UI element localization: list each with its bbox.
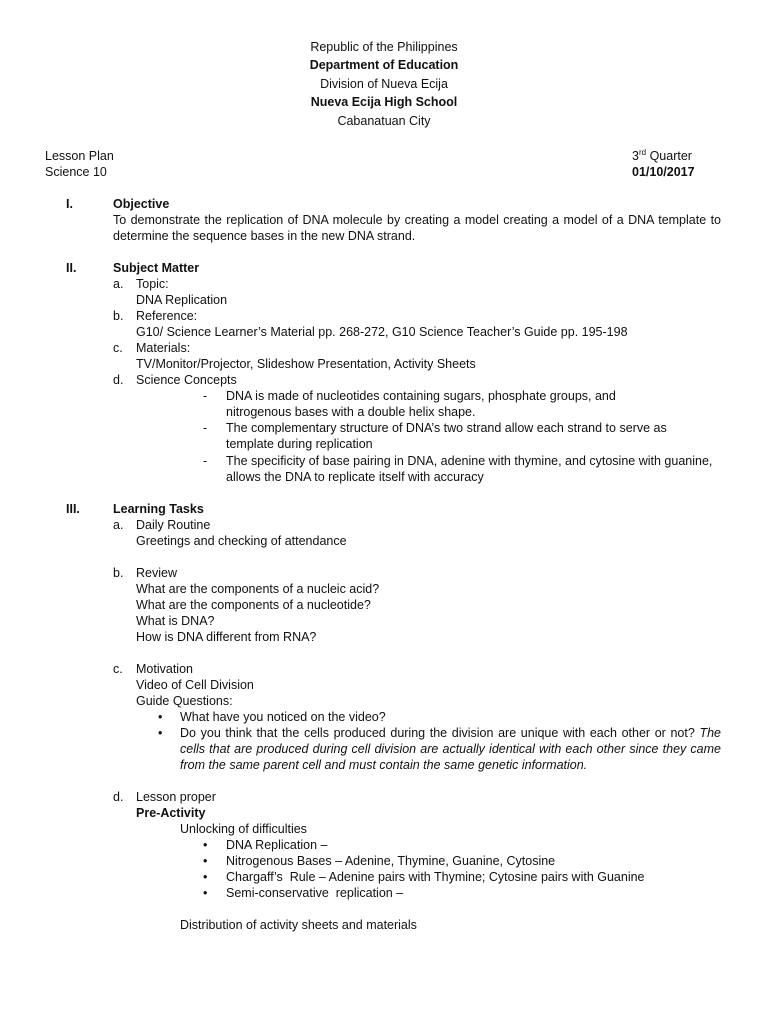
- term-item: DNA Replication –: [226, 838, 328, 852]
- lesson-proper-heading: Lesson proper: [136, 790, 216, 804]
- task-c-label: c.: [113, 662, 123, 676]
- bullet-icon: •: [203, 854, 208, 868]
- unlocking-heading: Unlocking of difficulties: [180, 822, 307, 836]
- pre-activity-heading: Pre-Activity: [136, 806, 206, 820]
- item-c-label: c.: [113, 341, 123, 355]
- section-2-title: Subject Matter: [113, 261, 200, 275]
- guide-question: Do you think that the cells produced during the division are unique with each other or not? The cells that are produced during cell division are actually identical with each other since they came from the same parent cell and must contain the same genetic information.: [180, 726, 721, 772]
- header-division: Division of Nueva Ecija: [320, 77, 448, 91]
- reference-value: G10/ Science Learner’s Material pp. 268-272, G10 Science Teacher’s Guide pp. 195-198: [136, 325, 628, 339]
- topic-heading: Topic:: [136, 277, 169, 291]
- bullet-icon: •: [158, 710, 163, 724]
- bullet-icon: •: [203, 838, 208, 852]
- bullet-icon: •: [203, 870, 208, 884]
- concept-item: DNA is made of nucleotides containing sugars, phosphate groups, and nitrogenous bases with a double helix shape.: [226, 389, 616, 419]
- review-question: What is DNA?: [136, 614, 215, 628]
- header-department: Department of Education: [309, 58, 459, 72]
- section-1-number: I.: [66, 197, 73, 211]
- guide-questions-heading: Guide Questions:: [136, 694, 233, 708]
- distribution-text: Distribution of activity sheets and materials: [180, 918, 417, 932]
- term-item: Semi-conservative replication –: [226, 886, 404, 900]
- concept-dash: -: [203, 421, 208, 435]
- task-b-label: b.: [113, 566, 124, 580]
- reference-heading: Reference:: [136, 309, 198, 323]
- item-b-label: b.: [113, 309, 124, 323]
- section-3-number: III.: [66, 502, 80, 516]
- concept-item: The specificity of base pairing in DNA, adenine with thymine, and cytosine with guanine, allows the DNA to replicate itself with accuracy: [226, 454, 713, 484]
- bullet-icon: •: [158, 726, 163, 740]
- topic-value: DNA Replication: [136, 293, 228, 307]
- header-school: Nueva Ecija High School: [310, 95, 458, 109]
- section-3-title: Learning Tasks: [113, 502, 204, 516]
- daily-routine-heading: Daily Routine: [136, 518, 211, 532]
- materials-heading: Materials:: [136, 341, 191, 355]
- header-city: Cabanatuan City: [337, 114, 431, 128]
- task-d-label: d.: [113, 790, 124, 804]
- bullet-icon: •: [203, 886, 208, 900]
- objective-text: To demonstrate the replication of DNA molecule by creating a model creating a model of a DNA template to determine the sequence bases in the new DNA strand.: [113, 213, 721, 243]
- review-question: How is DNA different from RNA?: [136, 630, 317, 644]
- term-item: Chargaff’s Rule – Adenine pairs with Thymine; Cytosine pairs with Guanine: [226, 870, 645, 884]
- item-d-label: d.: [113, 373, 124, 387]
- review-heading: Review: [136, 566, 177, 580]
- subject-label: Science 10: [45, 165, 107, 179]
- quarter-label: 3rd Quarter: [632, 148, 692, 163]
- item-a-label: a.: [113, 277, 124, 291]
- section-1-title: Objective: [113, 197, 170, 211]
- section-2-number: II.: [66, 261, 77, 275]
- lesson-plan-label: Lesson Plan: [45, 149, 114, 163]
- concept-dash: -: [203, 389, 208, 403]
- concept-item: The complementary structure of DNA’s two strand allow each strand to serve as template during replication: [226, 421, 667, 451]
- header-republic: Republic of the Philippines: [310, 40, 458, 54]
- materials-value: TV/Monitor/Projector, Slideshow Presentation, Activity Sheets: [136, 357, 476, 371]
- science-concepts-heading: Science Concepts: [136, 373, 237, 387]
- guide-question: What have you noticed on the video?: [180, 710, 386, 724]
- review-question: What are the components of a nucleic acid?: [136, 582, 380, 596]
- guide-answer: The cells that are produced during cell division are actually identical with each other since they came from the same parent cell and must contain the same genetic information.: [180, 726, 721, 772]
- daily-routine-value: Greetings and checking of attendance: [136, 534, 347, 548]
- motivation-heading: Motivation: [136, 662, 193, 676]
- motivation-video: Video of Cell Division: [136, 678, 254, 692]
- lesson-date: 01/10/2017: [632, 165, 695, 179]
- review-question: What are the components of a nucleotide?: [136, 598, 371, 612]
- task-a-label: a.: [113, 518, 124, 532]
- term-item: Nitrogenous Bases – Adenine, Thymine, Guanine, Cytosine: [226, 854, 556, 868]
- concept-dash: -: [203, 454, 208, 468]
